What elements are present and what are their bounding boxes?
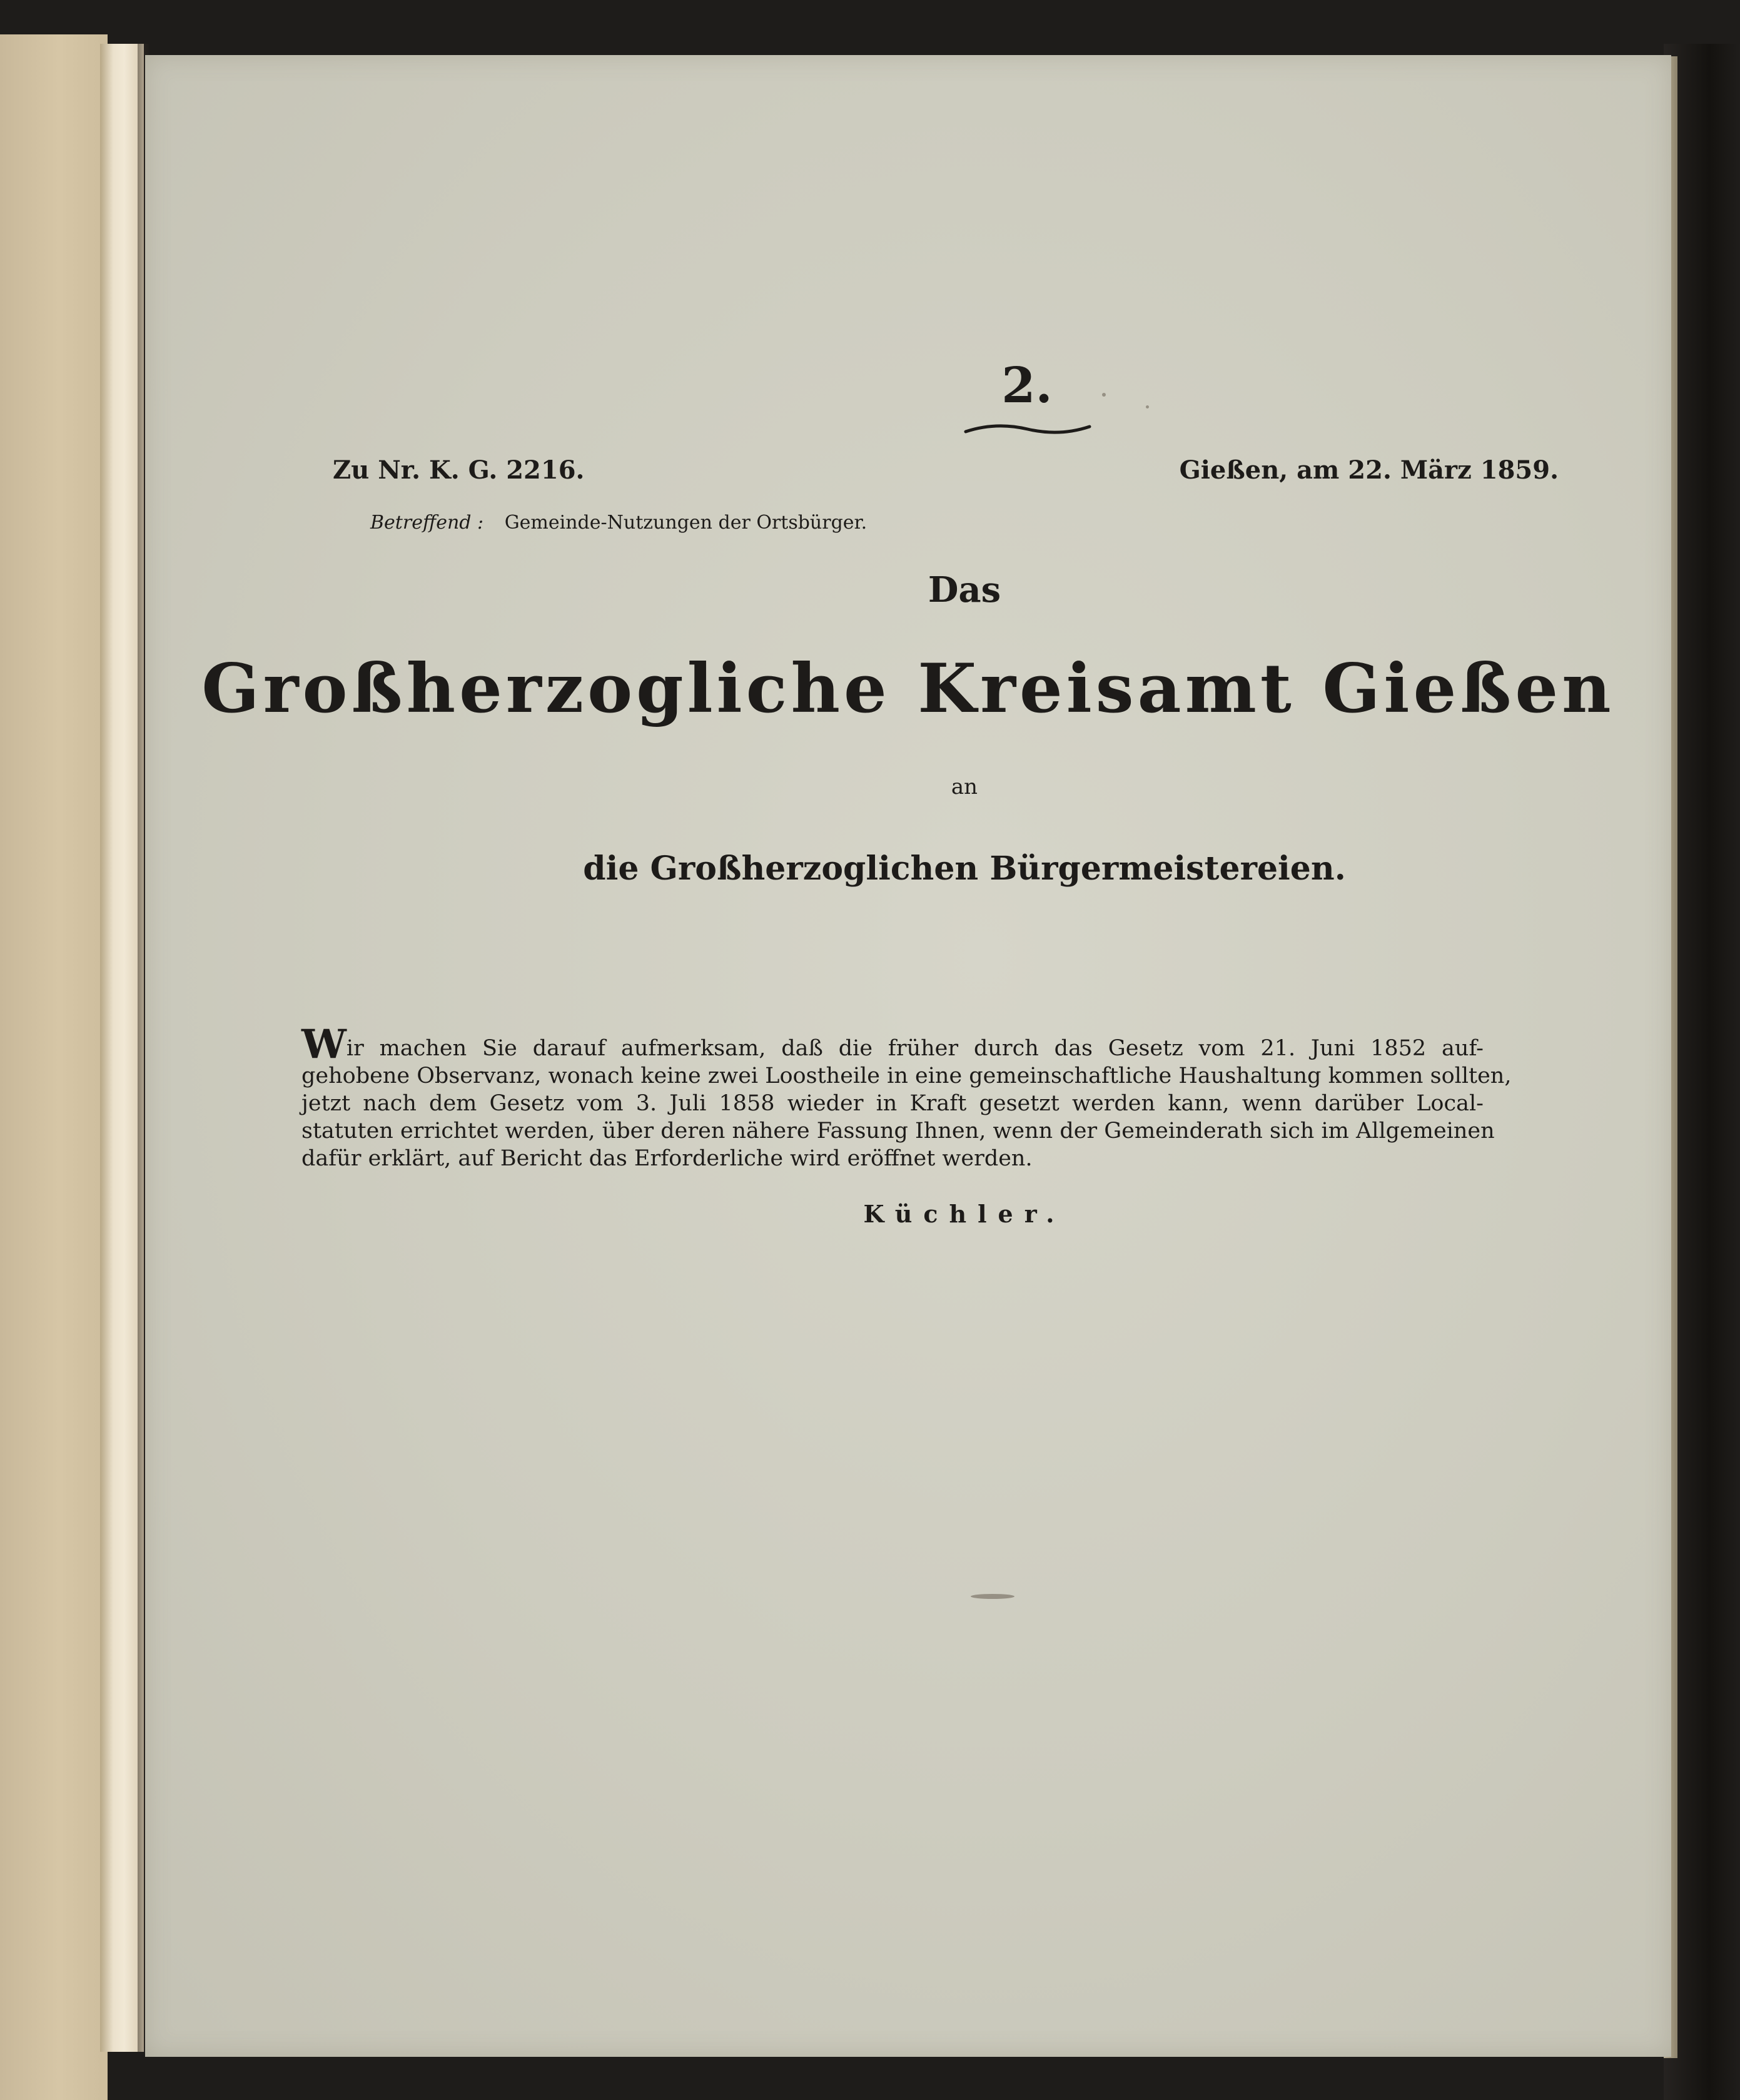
drop-initial: W <box>301 1021 346 1068</box>
body-line: dafür erklärt, auf Bericht das Erforderliche wird eröffnet werden. <box>301 1146 1033 1171</box>
place-and-date: Gießen, am 22. März 1859. <box>1179 455 1559 485</box>
paper-speck <box>971 1594 1014 1599</box>
signature: Küchler. <box>863 1200 1066 1228</box>
flourish-ornament <box>963 419 1092 438</box>
paper-speck <box>1102 393 1106 397</box>
document-page <box>145 55 1671 2057</box>
facing-page-edge <box>0 34 108 2100</box>
subject-text: Gemeinde-Nutzungen der Ortsbürger. <box>504 512 867 534</box>
subject-label: Betreffend : <box>370 512 484 534</box>
issuer-title: Großherzogliche Kreisamt Gießen <box>201 649 1615 728</box>
body-line: statuten errichtet werden, über deren nähere Fassung Ihnen, wenn der Gemeinderath sich im Allgemeinen <box>301 1118 1495 1144</box>
recipients-heading: die Großherzoglichen Bürgermeistereien. <box>583 850 1346 888</box>
paper-speck <box>1146 405 1149 408</box>
body-line: jetzt nach dem Gesetz vom 3. Juli 1858 wieder in Kraft gesetzt werden kann, wenn darüber Local- <box>301 1091 1484 1116</box>
subject-line <box>370 512 867 534</box>
body-paragraph <box>301 1021 1512 1172</box>
document-number: 2. <box>1001 357 1053 414</box>
heading-preposition: an <box>951 774 978 799</box>
body-line: gehobene Observanz, wonach keine zwei Loostheile in eine gemeinschaftliche Haushaltung kommen sollten, <box>301 1063 1512 1088</box>
heading-article: Das <box>928 569 1001 611</box>
reference-number: Zu Nr. K. G. 2216. <box>333 455 585 485</box>
body-line: Wir machen Sie darauf aufmerksam, daß die früher durch das Gesetz vom 21. Juni 1852 auf- <box>301 1021 1484 1068</box>
reference-line <box>333 455 1559 493</box>
